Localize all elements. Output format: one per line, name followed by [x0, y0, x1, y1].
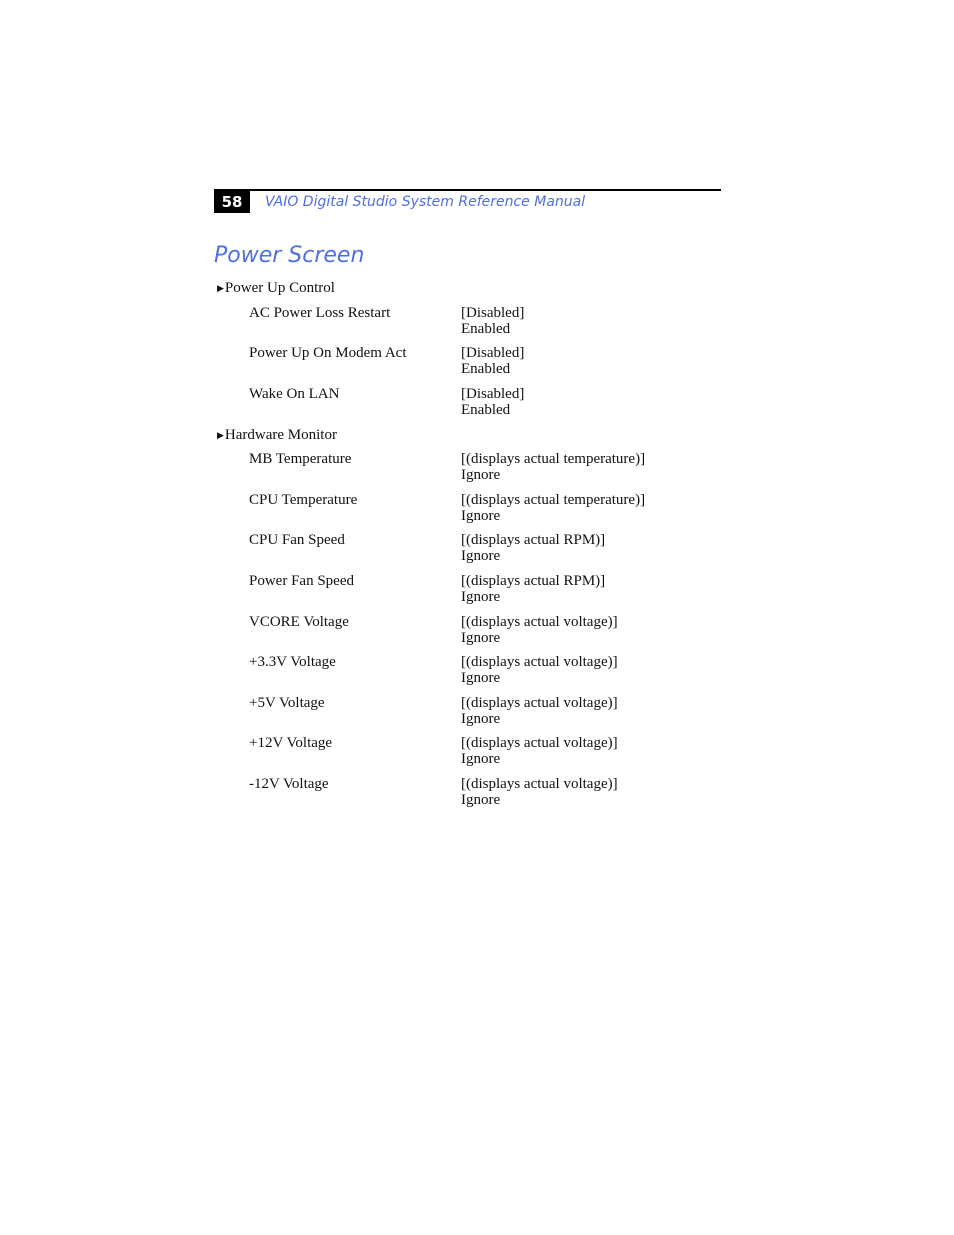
item-value-current: [(displays actual voltage)]	[461, 776, 618, 792]
item-values	[461, 614, 618, 646]
item-values	[461, 451, 645, 483]
item-values	[461, 735, 618, 767]
item-value-current: [Disabled]	[461, 305, 525, 321]
item-label: Wake On LAN	[249, 386, 340, 402]
item-value-current: [Disabled]	[461, 386, 525, 402]
item-label: +5V Voltage	[249, 695, 325, 711]
item-label: Power Fan Speed	[249, 573, 354, 589]
running-title: VAIO Digital Studio System Reference Manual	[265, 194, 586, 210]
item-value-option: Ignore	[461, 792, 501, 808]
item-label: AC Power Loss Restart	[249, 305, 391, 321]
item-label: CPU Temperature	[249, 492, 358, 508]
item-value-option: Enabled	[461, 402, 511, 418]
item-label: Power Up On Modem Act	[249, 345, 407, 361]
item-values	[461, 654, 618, 686]
item-values	[461, 532, 605, 564]
item-values	[461, 492, 645, 524]
item-value-current: [(displays actual temperature)]	[461, 492, 646, 508]
group-heading-power-up-control	[217, 280, 335, 296]
group-heading-label: Hardware Monitor	[224, 427, 337, 443]
item-value-option: Ignore	[461, 508, 501, 524]
item-value-option: Ignore	[461, 751, 501, 767]
item-value-option: Ignore	[461, 711, 501, 727]
triangle-bullet-icon: ▶	[217, 283, 224, 293]
item-value-current: [(displays actual voltage)]	[461, 654, 618, 670]
page-number: 58	[214, 191, 250, 213]
group-heading-hardware-monitor	[217, 427, 337, 443]
item-values	[461, 776, 618, 808]
item-value-current: [Disabled]	[461, 345, 525, 361]
group-heading-label: Power Up Control	[224, 280, 335, 296]
item-values	[461, 345, 524, 377]
item-label: MB Temperature	[249, 451, 352, 467]
item-values	[461, 305, 524, 337]
item-value-option: Ignore	[461, 630, 501, 646]
item-values	[461, 695, 618, 727]
item-value-option: Ignore	[461, 548, 501, 564]
section-title: Power Screen	[214, 243, 365, 268]
item-value-option: Enabled	[461, 321, 511, 337]
item-value-current: [(displays actual voltage)]	[461, 614, 618, 630]
item-value-current: [(displays actual voltage)]	[461, 695, 618, 711]
item-values	[461, 573, 605, 605]
item-value-option: Ignore	[461, 670, 501, 686]
item-value-option: Ignore	[461, 467, 501, 483]
item-label: +3.3V Voltage	[249, 654, 336, 670]
triangle-bullet-icon: ▶	[217, 430, 224, 440]
item-value-current: [(displays actual temperature)]	[461, 451, 646, 467]
item-value-current: [(displays actual RPM)]	[461, 573, 606, 589]
item-label: -12V Voltage	[249, 776, 329, 792]
item-value-current: [(displays actual RPM)]	[461, 532, 606, 548]
item-label: +12V Voltage	[249, 735, 333, 751]
item-value-option: Ignore	[461, 589, 501, 605]
item-label: CPU Fan Speed	[249, 532, 345, 548]
item-value-option: Enabled	[461, 361, 511, 377]
item-values	[461, 386, 524, 418]
header-rule	[214, 189, 721, 191]
item-label: VCORE Voltage	[249, 614, 349, 630]
item-value-current: [(displays actual voltage)]	[461, 735, 618, 751]
